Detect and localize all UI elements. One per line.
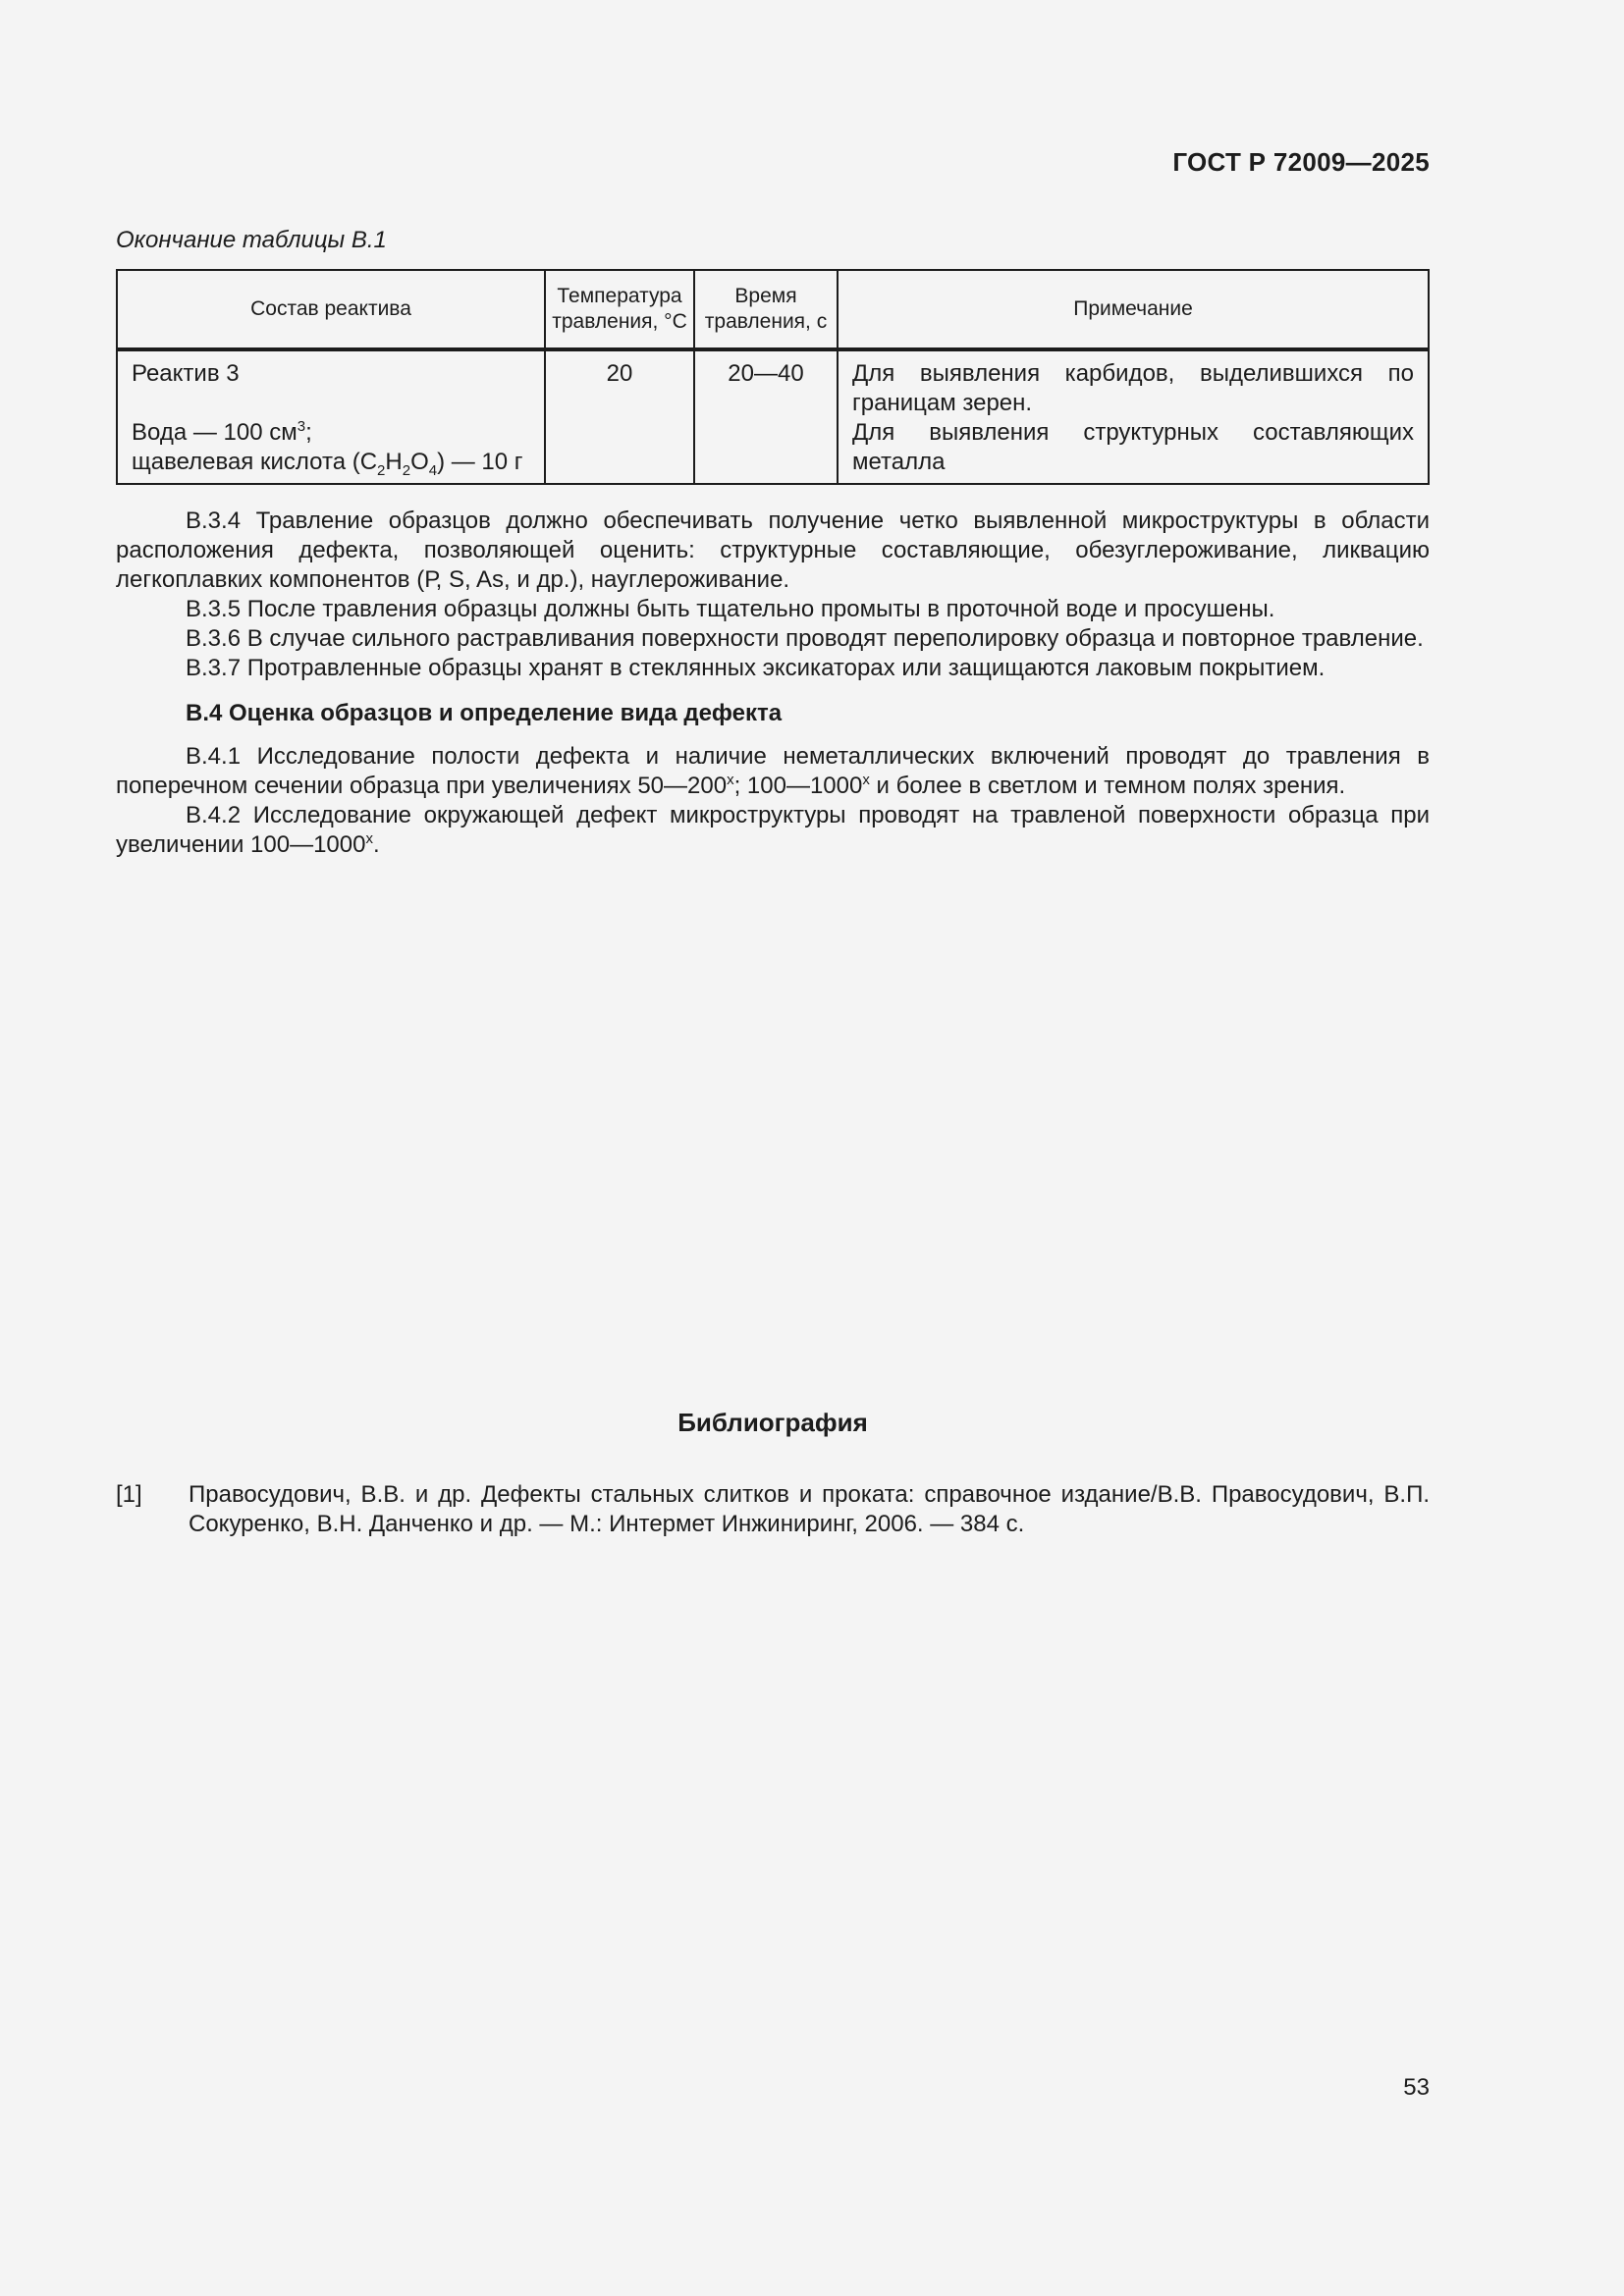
header-note: Примечание: [838, 270, 1429, 349]
reagent-acid: щавелевая кислота $(С_2Н_2О_4)$ — 10 г: [132, 449, 523, 479]
header-temperature-line2: травления, °С: [552, 310, 687, 333]
paragraph-b35: В.3.5 После травления образцы должны быть тщательно промыты в проточной воде и просушены.: [186, 596, 1275, 622]
reagent-water: Вода — 100 $см^3$;: [132, 418, 312, 446]
header-time-line1: Время: [734, 285, 797, 307]
cell-temperature: 20: [545, 349, 694, 484]
paragraph-b34: В.3.4 Травление образцов должно обеспечивать получение четко выявленной микроструктуры в области расположения дефекта, позволяющей оценить: структурные составляющие, обезуглероживание, ликвацию легкоплавких компонентов (Р, S, As, и др.), науглероживание.: [116, 507, 1430, 593]
table-header-row: [117, 270, 1429, 349]
paragraph-b42: В.4.2 Исследование окружающей дефект микроструктуры проводят на травленой поверхности образца при увеличении $100—1000^х$.: [116, 802, 1430, 858]
reagent-name: Реактив 3: [132, 360, 240, 387]
header-composition: Состав реактива: [117, 270, 545, 349]
header-temperature: [545, 270, 694, 349]
body-text: [116, 507, 1430, 860]
reagents-table: [116, 269, 1430, 485]
table-row: [117, 349, 1429, 484]
cell-composition: [117, 349, 545, 484]
standard-code: ГОСТ Р 72009—2025: [1172, 147, 1430, 177]
bibliography-entry-text: Правосудович, В.В. и др. Дефекты стальных слитков и проката: справочное издание/В.В. Правосудович, В.П. Сокуренко, В.Н. Данченко и др. — М.: Интермет Инжиниринг, 2006. — 384 с.: [189, 1481, 1430, 1537]
bibliography-title: Библиография: [677, 1408, 868, 1437]
note-carbides: Для выявления карбидов, выделившихся по границам зерен.: [852, 360, 1414, 416]
paragraph-b41: В.4.1 Исследование полости дефекта и наличие неметаллических включений проводят до травления в поперечном сечении образца при увеличениях $50—200^х$; $100—1000^х$ и более в светлом и темном полях зрения.: [116, 743, 1430, 799]
bibliography-entry: [116, 1480, 1430, 1539]
header-temperature-line1: Температура: [557, 285, 682, 307]
header-time: [694, 270, 838, 349]
note-structure: Для выявления структурных составляющих металла: [852, 419, 1414, 475]
bibliography-entry-number: [1]: [116, 1481, 142, 1508]
heading-b4: В.4 Оценка образцов и определение вида дефекта: [186, 700, 783, 726]
page-number: 53: [1403, 2074, 1430, 2101]
table-caption: Окончание таблицы В.1: [116, 227, 387, 253]
cell-note: [838, 349, 1429, 484]
cell-time: 20—40: [694, 349, 838, 484]
header-time-line2: травления, с: [704, 310, 828, 333]
paragraph-b37: В.3.7 Протравленные образцы хранят в стеклянных эксикаторах или защищаются лаковым покрытием.: [186, 655, 1326, 681]
paragraph-b36: В.3.6 В случае сильного растравливания поверхности проводят переполировку образца и повторное травление.: [186, 625, 1424, 652]
